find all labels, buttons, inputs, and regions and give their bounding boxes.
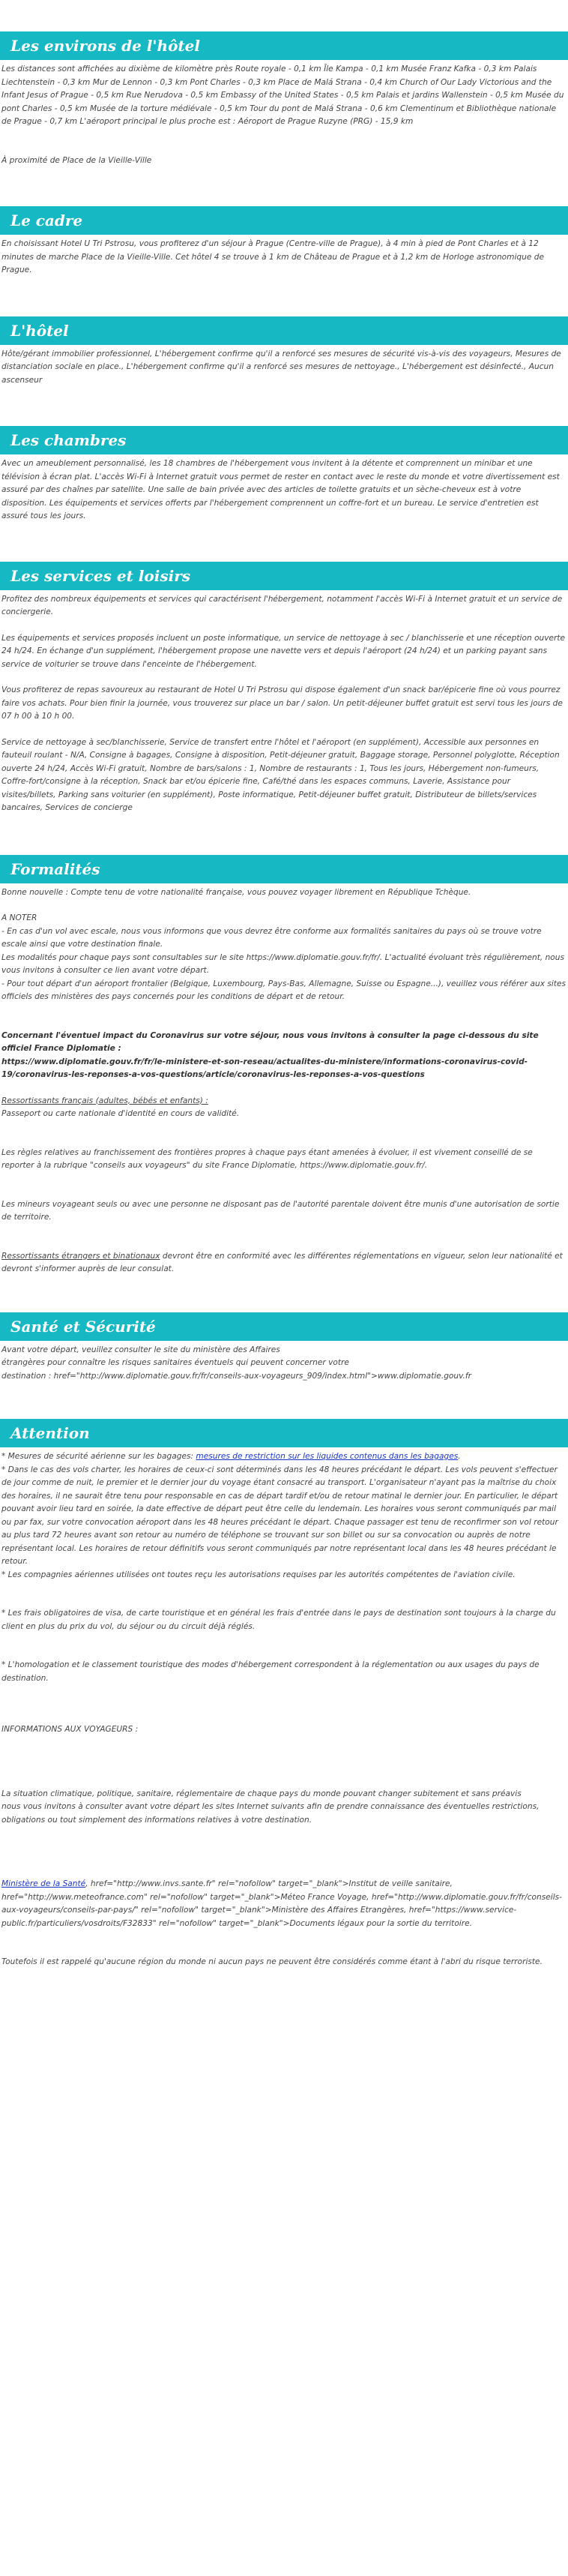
section-services [0,562,568,815]
section-chambres [0,426,568,523]
section-attention [0,1419,568,1969]
cadre-text: En choisissant Hotel U Tri Pstrosu, vous profiterez d'un séjour à Prague (Centre-ville de Prague), à 4 min à pied de Pont Charles et à 12 minutes de marche Place de la Vieille-Ville. Cet hôtel 4 se trouve à 1 km de Château de Prague et à 1,2 km de Horloge astronomique de Prague. [1,239,544,274]
attention-classification: * L'homologation et le classement touristique des modes d'hébergement correspondent à la réglementation ou aux usages du pays de destination. [1,1660,540,1683]
formalites-minors: Les mineurs voyageant seuls ou avec une personne ne disposant pas de l'autorité parentale doivent être munis d'une autorisation de sortie de territoire. [1,1199,560,1222]
section-hotel [0,316,568,388]
section-environs [0,31,568,167]
services-restaurant: Vous profiterez de repas savoureux au restaurant de Hotel U Tri Pstrosu qui dispose également d'un snack bar/épicerie fine où vous pourrez faire vos achats. Pour bien finir la journée, vous trouverez sur place un bar / salon. Un petit-déjeuner buffet gratuit est servi tous les jours de 07 h 00 à 10 h 00. [1,685,563,721]
formalites-foreigners-text: devront être en conformité avec les différentes réglementations en vigueur, selon leur nationalité et devront s'informer auprès de leur consulat. [1,1251,563,1273]
section-title-services: Les services et loisirs [0,562,568,590]
formalites-note: A NOTER - En cas d'un vol avec escale, nous vous informons que vous devrez être conforme aux formalités sanitaires du pays où se trouve votre escale ainsi que votre destination finale. Les modalités pour chaque pays sont consultables sur le site https://www.diplomatie.gouv.fr/fr/. L'actualité évoluant très régulièrement, nous vous invitons à consulter ce lien avant votre départ. - Pour tout départ d'un aéroport frontalier (Belgique, Luxembourg, Pays-Bas, Allemagne, Suisse ou Espagne...), veuillez vous référer aux sites officiels des ministères des pays concernés pour les conditions de départ et de retour. [1,913,567,1001]
formalites-foreigners-title: Ressortissants étrangers et binationaux [1,1251,160,1261]
section-title-formalites: Formalités [0,855,568,883]
section-title-sante: Santé et Sécurité [0,1312,568,1341]
formalites-borders: Les règles relatives au franchissement des frontières propres à chaque pays étant amenées à évoluer, il est vivement conseillé de se reporter à la rubrique "conseils aux voyageurs" du site France Diplomatie, https://www.diplomatie.gouv.fr/. [1,1147,533,1170]
formalites-nationals-title: Ressortissants français (adultes, bébés et enfants) : [1,1096,208,1105]
hotel-text: Hôte/gérant immobilier professionnel, L'hébergement confirme qu'il a renforcé ses mesures de sécurité vis-à-vis des voyageurs, Mesures de distanciation sociale en place., L'hébergement confirme qu'il a renforcé ses mesures de nettoyage., L'hébergement est désinfecté., Aucun ascenseur [1,349,561,385]
attention-visa-fees: * Les frais obligatoires de visa, de carte touristique et en général les frais d'entrée dans le pays de destination sont toujours à la charge du client en plus du prix du vol, du séjour ou du circuit déjà réglés. [1,1609,556,1631]
attention-travelers-info: INFORMATIONS AUX VOYAGEURS : [1,1725,139,1734]
attention-charter-text: . * Dans le cas des vols charter, les horaires de ceux-ci sont déterminés dans les 48 heures précédant le départ. Les vols peuvent s'effectuer de jour comme de nuit, le premier et le dernier jour du voyage étant consacré au transport. L'organisateur n'ayant pas la maîtrise du choix des horaires, il ne saurait être tenu pour responsable en cas de départ tardif et/ou de retour matinal le dernier jour. En particulier, le départ pouvant avoir lieu tard en soirée, la date effective de départ peut être celle du lendemain. Les horaires vous seront communiqués par mail ou par fax, sur votre convocation aéroport dans les 48 heures précédant le départ. Chaque passager est tenu de reconfirmer son vol retour au plus tard 72 heures avant son retour au numéro de téléphone se trouvant sur son billet ou sur sa convocation ou auprès de notre représentant local. Les horaires de retour définitifs vous seront communiqués par notre représentant local dans les 48 heures précédant le retour. * Les compagnies aériennes utilisées ont toutes reçu les autorisations requises par les autorités compétentes de l'aviation civile. [1,1452,558,1579]
section-title-hotel: L'hôtel [0,316,568,345]
formalites-good-news: Bonne nouvelle : Compte tenu de votre nationalité française, vous pouvez voyager librement en République Tchèque. [1,887,471,897]
section-title-cadre: Le cadre [0,206,568,235]
section-formalites [0,855,568,1276]
section-title-chambres: Les chambres [0,426,568,454]
section-sante [0,1312,568,1384]
services-list: Service de nettoyage à sec/blanchisserie, Service de transfert entre l'hôtel et l'aéroport (en supplément), Accessible aux personnes en fauteuil roulant - N/A, Consigne à bagages, Consigne à disposition, Petit-déjeuner gratuit, Baggage storage, Personnel polyglotte, Réception ouverte 24 h/24, Accès Wi-Fi gratuit, Nombre de bars/salons : 1, Nombre de restaurants : 1, Tous les jours, Hébergement non-fumeurs, Coffre-fort/consigne à la réception, Snack bar et/ou épicerie fine, Café/thé dans les espaces communs, Laverie, Assistance pour visites/billets, Parking sans voiturier (en supplément), Poste informatique, Petit-déjeuner buffet gratuit, Distributeur de billets/services bancaires, Services de concierge [1,737,560,812]
services-intro: Profitez des nombreux équipements et services qui caractérisent l'hébergement, notamment l'accès Wi-Fi à Internet gratuit et un service de conciergerie. [1,594,563,616]
section-title-attention: Attention [0,1419,568,1447]
formalites-nationals-text: Passeport ou carte nationale d'identité en cours de validité. [1,1109,240,1118]
liquids-restriction-link[interactable]: mesures de restriction sur les liquides contenus dans les bagages [196,1452,459,1461]
environs-proximity: À proximité de Place de la Vieille-Ville [1,155,152,165]
sante-text: Avant votre départ, veuillez consulter le site du ministère des Affaires étrangères pour connaître les risques sanitaires éventuels qui peuvent concerner votre destination : href="http://www.diplomatie.gouv.fr/fr/conseils-aux-voyageurs_909/index.html">www.diplomatie.gouv.fr [1,1345,471,1381]
section-title-environs: Les environs de l'hôtel [0,31,568,60]
ministere-sante-link[interactable]: Ministère de la Santé [1,1879,86,1888]
attention-links-text: , href="http://www.invs.sante.fr" rel="nofollow" target="_blank">Institut de veille sanitaire, href="http://www.meteofrance.com" rel="nofollow" target="_blank">Méteo France Voyage, href="http://www.diplomatie.gouv.fr/fr/conseils-aux-voyageurs/conseils-par-pays/" rel="nofollow" target="_blank">Ministère des Affaires Etrangères, href="https://www.service-public.fr/particuliers/vosdroits/F32833" rel="nofollow" target="_blank">Documents légaux pour la sortie du territoire. [1,1879,562,1928]
services-equipments: Les équipements et services proposés incluent un poste informatique, un service de nettoyage à sec / blanchisserie et une réception ouverte 24 h/24. En échange d'un supplément, l'hébergement propose une navette vers et depuis l'aéroport (24 h/24) et un parking payant sans service de voiturier se trouve dans l'enceinte de l'hébergement. [1,633,566,669]
attention-situation: La situation climatique, politique, sanitaire, réglementaire de chaque pays du monde pouvant changer subitement et sans préavis nous vous invitons à consulter avant votre départ les sites Internet suivants afin de prendre connaissance des éventuelles restrictions, obligations ou tout simplement des informations relatives à votre destination. [1,1789,540,1825]
attention-security-prefix: * Mesures de sécurité aérienne sur les bagages: [1,1452,196,1461]
section-cadre [0,206,568,277]
attention-terrorism: Toutefois il est rappelé qu'aucune région du monde ni aucun pays ne peuvent être considérés comme étant à l'abri du risque terroriste. [1,1957,543,1966]
chambres-text: Avec un ameublement personnalisé, les 18 chambres de l'hébergement vous invitent à la détente et comprennent un minibar et une télévision à écran plat. L'accès Wi-Fi à Internet gratuit vous permet de rester en contact avec le reste du monde et votre divertissement est assuré par des chaînes par satellite. Une salle de bain privée avec des articles de toilette gratuits et un sèche-cheveux est à votre disposition. Les équipements et services offerts par l'hébergement comprennent un coffre-fort et un bureau. Le service d'entretien est assuré tous les jours. [1,459,560,520]
formalites-coronavirus: Concernant l'éventuel impact du Coronavirus sur votre séjour, nous vous invitons à consulter la page ci-dessous du site officiel France Diplomatie : https://www.diplomatie.gouv.fr/fr/le-ministere-et-son-reseau/actualites-du-ministere/informations-coronavirus-covid-19/coronavirus-les-reponses-a-vos-questions/article/coronavirus-les-reponses-a-vos-questions [1,1030,539,1079]
environs-distances: Les distances sont affichées au dixième de kilomètre près Route royale - 0,1 km Île Kampa - 0,1 km Musée Franz Kafka - 0,3 km Palais Liechtenstein - 0,3 km Mur de Lennon - 0,3 km Pont Charles - 0,3 km Place de Malá Strana - 0,4 km Church of Our Lady Victorious and the Infant Jesus of Prague - 0,5 km Rue Nerudova - 0,5 km Embassy of the United States - 0,5 km Palais et jardins Wallenstein - 0,5 km Musée du pont Charles - 0,5 km Musée de la torture médiévale - 0,5 km Tour du pont de Malá Strana - 0,6 km Clementinum et Bibliothèque nationale de Prague - 0,7 km L'aéroport principal le plus proche est : Aéroport de Prague Ruzyne (PRG) - 15,9 km [1,64,564,126]
